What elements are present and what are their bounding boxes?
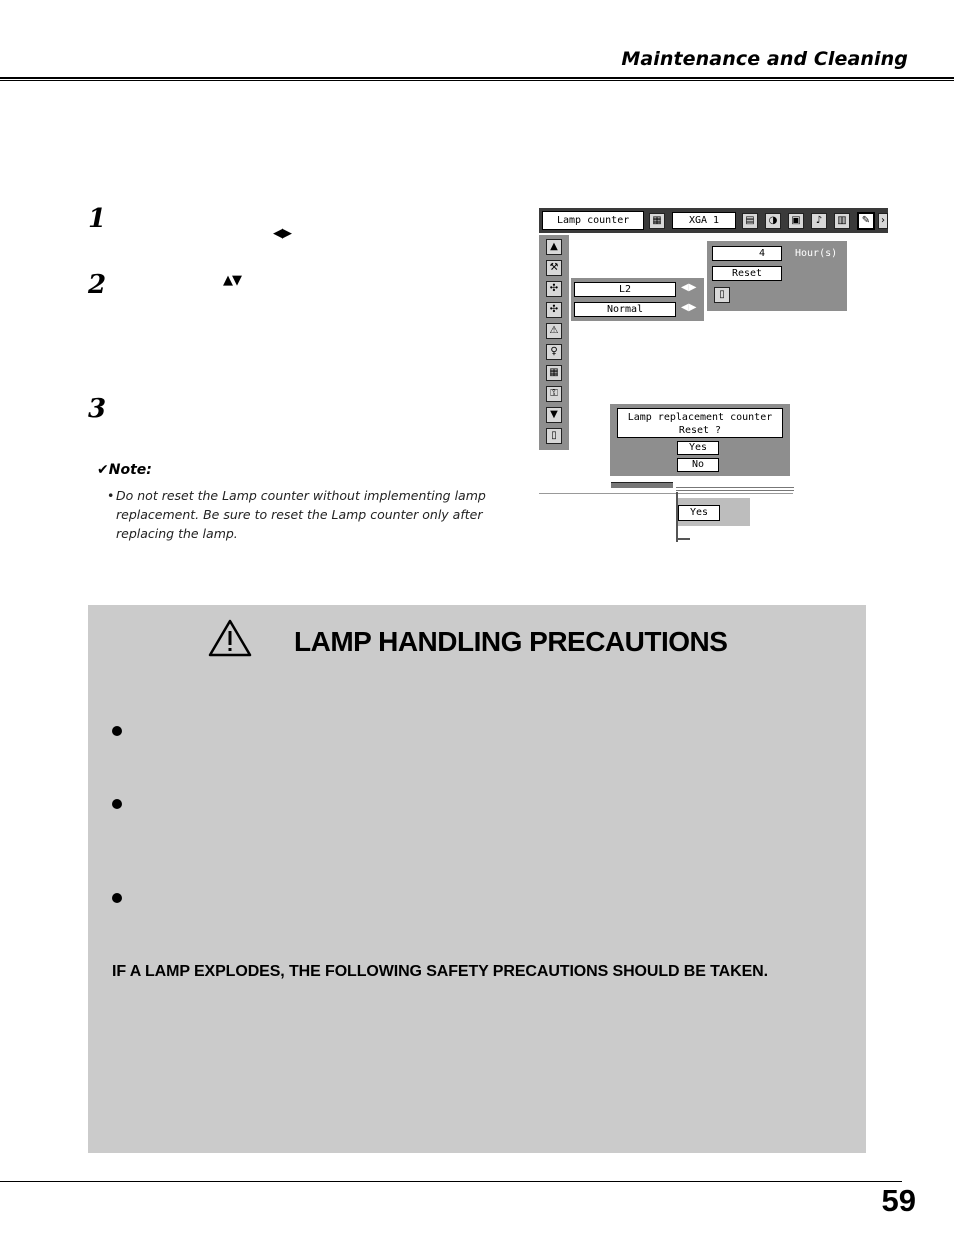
menu-title-box: Lamp counter xyxy=(542,211,644,230)
hours-unit: Hour(s) xyxy=(795,248,838,259)
up-arrow-icon[interactable]: ▲ xyxy=(546,239,562,255)
note-bullet: • xyxy=(107,488,115,503)
zoom-line-2 xyxy=(676,487,794,488)
precautions-title: LAMP HANDLING PRECAUTIONS xyxy=(294,626,728,657)
zoom-edge xyxy=(611,482,673,488)
confirm-message-box xyxy=(617,408,783,438)
option-normal-box[interactable]: Normal xyxy=(574,302,676,317)
footer-rule xyxy=(0,1181,902,1182)
key-icon[interactable]: ⚿ xyxy=(546,386,562,402)
info-icon[interactable]: ✎ xyxy=(857,212,875,230)
section-title: Maintenance and Cleaning xyxy=(621,48,908,70)
image-select-icon[interactable]: ▤ xyxy=(742,213,758,229)
more-icon[interactable]: › xyxy=(878,213,888,229)
fan-icon[interactable]: ✣ xyxy=(546,281,562,297)
reset-button[interactable]: Reset xyxy=(712,266,782,281)
down-arrow-icon[interactable]: ▼ xyxy=(546,407,562,423)
zoom-corner xyxy=(678,538,690,540)
warning-triangle-icon xyxy=(207,618,253,658)
zoom-yes-button[interactable]: Yes xyxy=(678,505,720,521)
lamp-icon[interactable]: ♀ xyxy=(546,344,562,360)
pc-adjust-icon[interactable]: ▦ xyxy=(649,213,665,229)
warning-icon[interactable]: ⚠ xyxy=(546,323,562,339)
left-right-icon[interactable]: ◀▶ xyxy=(681,282,697,293)
confirm-line-2: Reset ? xyxy=(678,425,722,436)
setting-icon[interactable]: ▥ xyxy=(834,213,850,229)
check-icon: ✔ xyxy=(97,462,109,478)
no-button[interactable]: No xyxy=(677,458,719,472)
hours-value-box: 4 xyxy=(712,246,782,261)
zoom-line-3 xyxy=(676,490,794,491)
input-label-box: XGA 1 xyxy=(672,212,736,229)
header-rule xyxy=(0,77,954,79)
confirm-line-1: Lamp replacement counter xyxy=(627,412,773,423)
yes-button[interactable]: Yes xyxy=(677,441,719,455)
bullet-dot-1 xyxy=(112,726,122,736)
up-down-arrows-icon: ▲▼ xyxy=(223,273,241,288)
osd-illustration xyxy=(539,208,889,548)
page-number: 59 xyxy=(881,1183,916,1218)
explosion-heading: IF A LAMP EXPLODES, THE FOLLOWING SAFETY PRECAUTIONS SHOULD BE TAKEN. xyxy=(112,963,768,980)
left-right-arrows-icon: ◀▶ xyxy=(273,226,291,241)
bullet-dot-2 xyxy=(112,799,122,809)
sound-icon[interactable]: ♪ xyxy=(811,213,827,229)
note-text: Do not reset the Lamp counter without implementing lamp replacement. Be sure to reset the Lamp counter only after replacing the lamp. xyxy=(116,488,486,541)
step-number-2: 2 xyxy=(88,270,107,300)
wrench-icon[interactable]: ⚒ xyxy=(546,260,562,276)
precautions-box xyxy=(88,605,866,1153)
note-body xyxy=(107,486,517,543)
left-right-icon-2[interactable]: ◀▶ xyxy=(681,302,697,313)
exit-icon[interactable]: ▯ xyxy=(546,428,562,444)
step-number-1: 1 xyxy=(88,204,107,234)
note-label: ✔Note: xyxy=(97,462,152,478)
step-number-3: 3 xyxy=(88,394,107,424)
fan-icon-2[interactable]: ✣ xyxy=(546,302,562,318)
bullet-dot-3 xyxy=(112,893,122,903)
filter-icon[interactable]: ▦ xyxy=(546,365,562,381)
exit-icon-2[interactable]: ▯ xyxy=(714,287,730,303)
header-rule-thin xyxy=(0,80,954,81)
zoom-line xyxy=(539,493,793,494)
screen-icon[interactable]: ▣ xyxy=(788,213,804,229)
image-adjust-icon[interactable]: ◑ xyxy=(765,213,781,229)
option-l2-box[interactable]: L2 xyxy=(574,282,676,297)
